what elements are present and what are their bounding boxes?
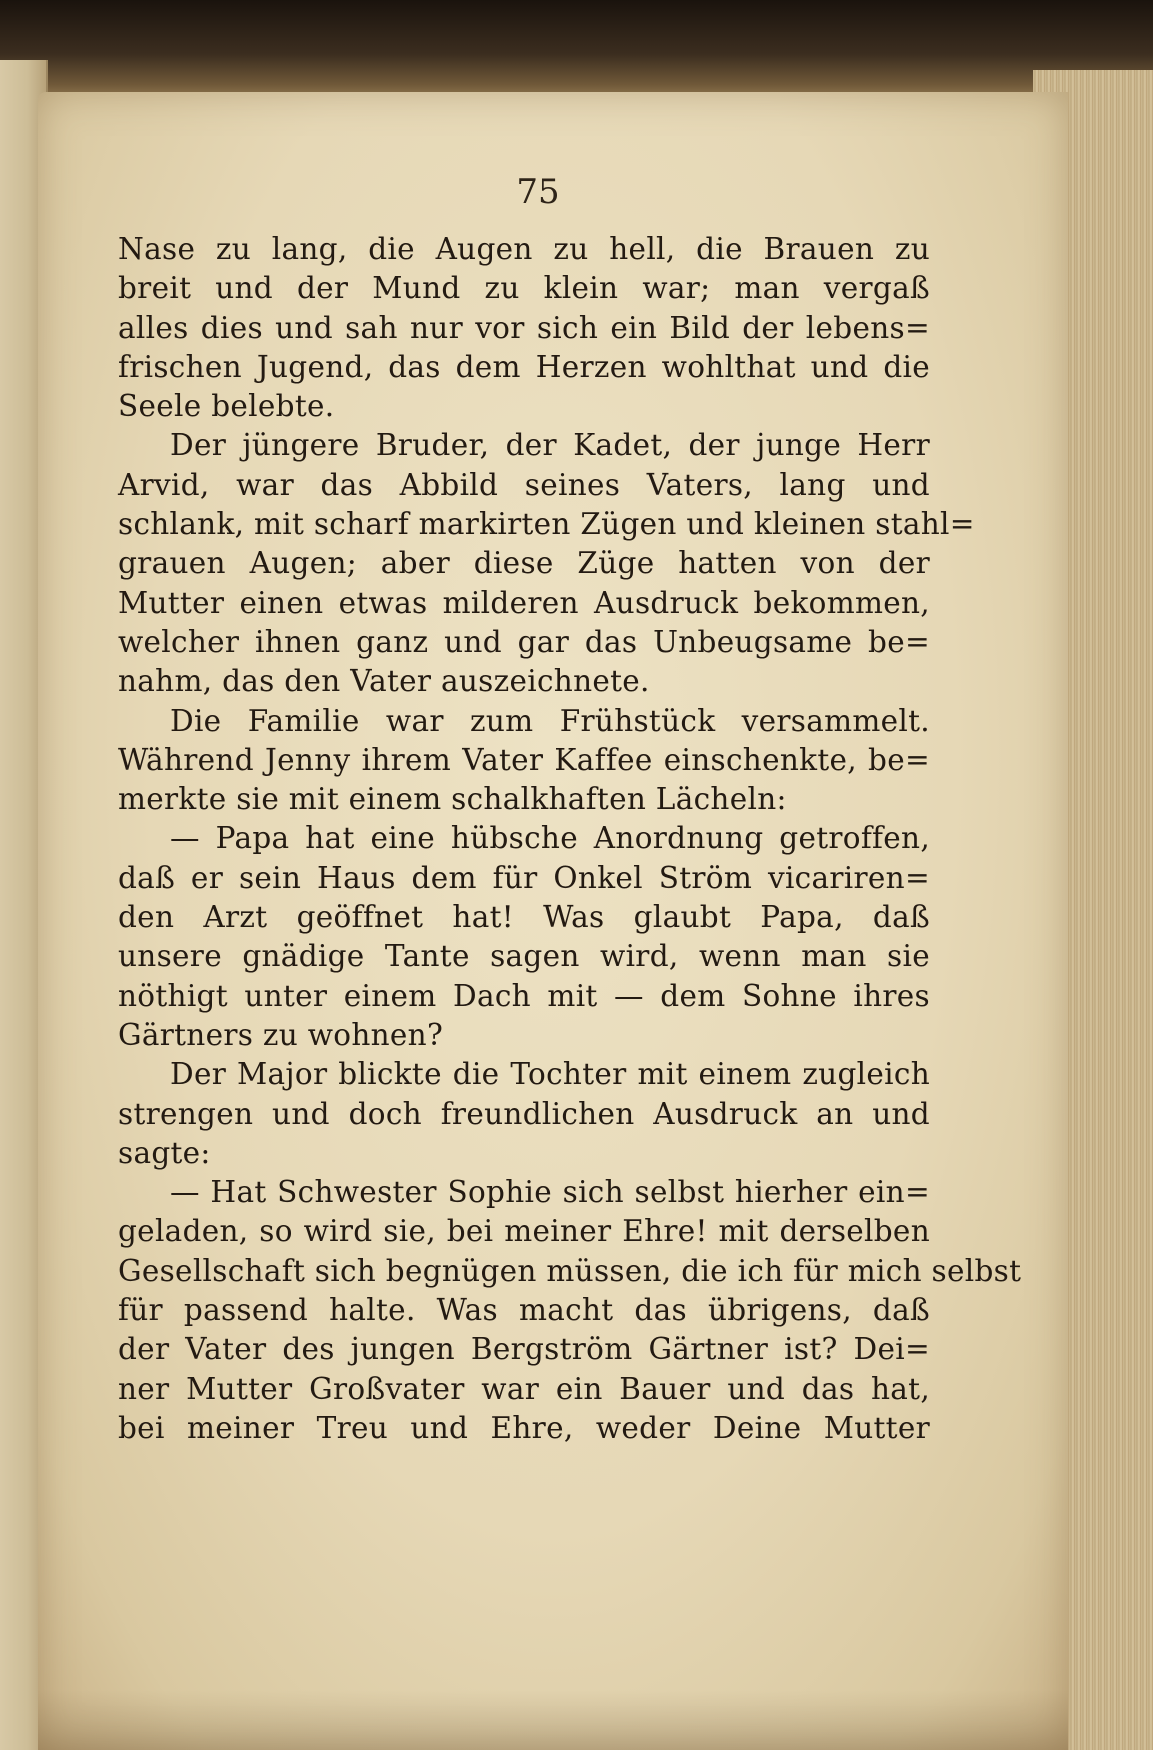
text-line: nöthigt unter einem Dach mit — dem Sohne ihres xyxy=(118,978,930,1013)
text-line: den Arzt geöffnet hat! Was glaubt Papa, daß xyxy=(118,900,930,935)
text-line: — Hat Schwester Sophie sich selbst hierher ein= xyxy=(170,1175,930,1210)
text-line: breit und der Mund zu klein war; man vergaß xyxy=(118,271,930,306)
page-text xyxy=(118,230,1022,1448)
text-line: alles dies und sah nur vor sich ein Bild der lebens= xyxy=(118,310,930,345)
text-line: Mutter einen etwas milderen Ausdruck bekommen, xyxy=(118,585,930,620)
page-number: 75 xyxy=(516,172,560,212)
text-line: grauen Augen; aber diese Züge hatten von der xyxy=(118,546,930,581)
text-line: schlank, mit scharf markirten Zügen und kleinen stahl= xyxy=(118,507,975,542)
text-line: Die Familie war zum Frühstück versammelt. xyxy=(170,703,930,738)
book-page xyxy=(38,92,1068,1750)
text-line: der Vater des jungen Bergström Gärtner ist? Dei= xyxy=(118,1332,930,1367)
text-line: bei meiner Treu und Ehre, weder Deine Mutter xyxy=(118,1410,930,1445)
text-line: ner Mutter Großvater war ein Bauer und das hat, xyxy=(118,1371,930,1406)
text-line: für passend halte. Was macht das übrigens, daß xyxy=(118,1293,930,1328)
text-line: Gesellschaft sich begnügen müssen, die ich für mich selbst xyxy=(118,1253,1022,1288)
text-line: Der jüngere Bruder, der Kadet, der junge Herr xyxy=(170,428,930,463)
text-line: merkte sie mit einem schalkhaften Lächeln: xyxy=(118,782,787,817)
text-line: daß er sein Haus dem für Onkel Ström vicariren= xyxy=(118,860,930,895)
text-line: strengen und doch freundlichen Ausdruck an und xyxy=(118,1096,930,1131)
text-line: Nase zu lang, die Augen zu hell, die Brauen zu xyxy=(118,232,930,266)
text-line: unsere gnädige Tante sagen wird, wenn man sie xyxy=(118,939,930,974)
text-line: Der Major blickte die Tochter mit einem zugleich xyxy=(170,1057,930,1092)
text-line: Während Jenny ihrem Vater Kaffee einschenkte, be= xyxy=(118,742,930,777)
text-line: nahm, das den Vater auszeichnete. xyxy=(118,664,650,699)
text-line: — Papa hat eine hübsche Anordnung getroffen, xyxy=(170,821,930,856)
text-line: welcher ihnen ganz und gar das Unbeugsame be= xyxy=(118,624,930,659)
page-bottom-shade xyxy=(38,1690,1068,1750)
text-line: frischen Jugend, das dem Herzen wohlthat und die xyxy=(118,349,930,384)
text-line: geladen, so wird sie, bei meiner Ehre! mit derselben xyxy=(118,1214,930,1249)
text-line: Gärtners zu wohnen? xyxy=(118,1017,444,1052)
text-line: Arvid, war das Abbild seines Vaters, lang und xyxy=(118,467,930,502)
text-line: Seele belebte. xyxy=(118,389,335,424)
text-line: sagte: xyxy=(118,1135,211,1170)
